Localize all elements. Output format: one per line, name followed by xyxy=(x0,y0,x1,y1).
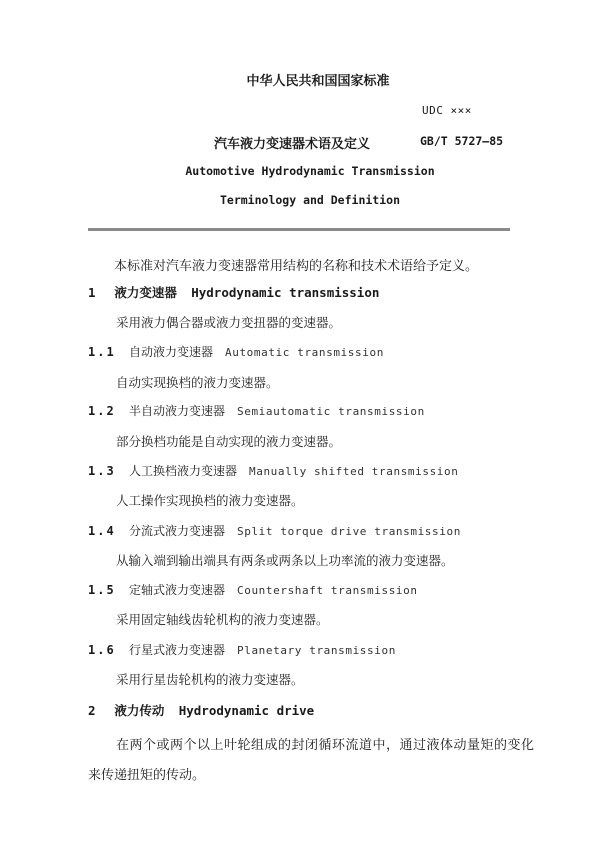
item-1-2-definition: 部分换档功能是自动实现的液力变速器。 xyxy=(116,434,342,449)
item-number: 1.3 xyxy=(88,464,116,478)
item-term: 行星式液力变速器 xyxy=(129,643,226,657)
item-term: 分流式液力变速器 xyxy=(129,524,226,538)
item-1-1-definition: 自动实现换档的液力变速器。 xyxy=(116,375,279,390)
standard-code: GB/T 5727—85 xyxy=(420,134,504,148)
item-term: 人工换档液力变速器 xyxy=(129,464,238,478)
document-title-zh: 汽车液力变速器术语及定义 xyxy=(214,137,371,152)
item-1-3-heading xyxy=(88,462,458,479)
section-1-definition: 采用液力偶合器或液力变扭器的变速器。 xyxy=(116,315,342,330)
section-2-definition-line1: 在两个或两个以上叶轮组成的封闭循环流道中，通过液体动量矩的变化 xyxy=(116,738,535,753)
item-1-4-heading xyxy=(88,522,461,539)
section-2-definition-line2: 来传递扭矩的传动。 xyxy=(88,768,206,783)
udc-label: UDC ××× xyxy=(422,104,472,117)
item-number: 1.5 xyxy=(88,583,116,597)
item-number: 1.6 xyxy=(88,643,116,657)
item-1-3-definition: 人工操作实现换档的液力变速器。 xyxy=(116,493,304,508)
item-number: 1.4 xyxy=(88,524,116,538)
item-1-6-definition: 采用行星齿轮机构的液力变速器。 xyxy=(116,672,304,687)
item-term-en: Semiautomatic transmission xyxy=(237,405,425,418)
item-number: 1.2 xyxy=(88,404,116,418)
item-1-2-heading xyxy=(88,402,425,419)
item-number: 1.1 xyxy=(88,345,116,359)
section-term-en: Hydrodynamic transmission xyxy=(191,285,380,300)
section-term-en: Hydrodynamic drive xyxy=(178,703,315,718)
item-term-en: Planetary transmission xyxy=(237,644,396,657)
item-term: 定轴式液力变速器 xyxy=(129,583,226,597)
item-1-5-heading xyxy=(88,581,418,598)
item-1-1-heading xyxy=(88,343,384,360)
item-term-en: Split torque drive transmission xyxy=(237,525,461,538)
section-2-heading xyxy=(88,701,314,719)
item-term-en: Manually shifted transmission xyxy=(249,465,459,478)
item-term: 半自动液力变速器 xyxy=(129,404,226,418)
section-term: 液力变速器 xyxy=(114,285,177,300)
item-term: 自动液力变速器 xyxy=(129,345,214,359)
header-divider xyxy=(88,228,510,231)
document-title-en-line1: Automotive Hydrodynamic Transmission xyxy=(185,164,435,178)
section-number: 2 xyxy=(88,703,96,718)
item-term-en: Countershaft transmission xyxy=(237,584,418,597)
item-1-4-definition: 从输入端到输出端具有两条或两条以上功率流的液力变速器。 xyxy=(116,553,454,568)
item-term-en: Automatic transmission xyxy=(225,346,384,359)
section-1-heading xyxy=(88,283,379,301)
standard-title: 中华人民共和国国家标准 xyxy=(246,74,390,89)
intro-paragraph: 本标准对汽车液力变速器常用结构的名称和技术术语给予定义。 xyxy=(114,259,479,274)
section-number: 1 xyxy=(88,285,96,300)
section-term: 液力传动 xyxy=(114,703,165,718)
item-1-6-heading xyxy=(88,641,396,658)
document-title-en-line2: Terminology and Definition xyxy=(219,193,400,207)
item-1-5-definition: 采用固定轴线齿轮机构的液力变速器。 xyxy=(116,612,329,627)
